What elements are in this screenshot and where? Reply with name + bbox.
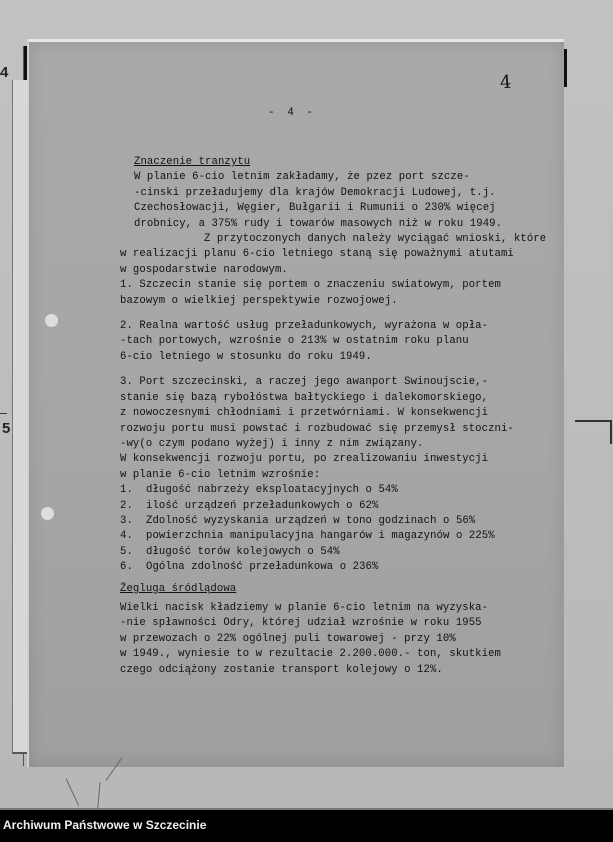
text-line: 2. Realna wartość usług przeładunkowych, wyrażona w opła- xyxy=(120,320,489,333)
text-line: W planie 6-cio letnim zakładamy, że pzez port szcze- xyxy=(134,171,470,184)
text-line: w gospodarstwie narodowym. xyxy=(120,263,288,276)
list-text: Ogólna zdolność przeładunkowa o 236% xyxy=(146,561,379,574)
list-item xyxy=(120,499,540,514)
list-text: Zdolność wyzyskania urządzeń w tono godzinach o 56% xyxy=(146,514,476,527)
punch-hole-bottom xyxy=(41,507,54,520)
list-number: 6. xyxy=(120,561,133,574)
list-number: 5. xyxy=(120,545,133,558)
paragraph-point-2 xyxy=(120,319,540,365)
text-line: 6-cio letniego w stosunku do roku 1949. xyxy=(120,350,372,363)
typed-page-number: - 4 - xyxy=(268,107,317,119)
list-item xyxy=(120,545,540,560)
text-line: Czechosłowacji, Węgier, Bułgarii i Rumunii o 230% więcej xyxy=(134,202,496,215)
margin-mark-middle: 5 xyxy=(2,420,11,437)
text-line: w realizacji planu 6-cio letniego staną się poważnymi atutami xyxy=(120,248,514,261)
text-line: w przewozach o 22% ogólnej puli towarowej - przy 10% xyxy=(120,632,456,645)
list-number: 2. xyxy=(120,499,133,512)
growth-list xyxy=(120,483,540,575)
text-line: W konsekwencji rozwoju portu, po zrealizowaniu inwestycji xyxy=(120,453,489,466)
paragraph-conclusions xyxy=(120,232,547,309)
margin-tick xyxy=(0,413,7,414)
paragraph-transit-intro xyxy=(120,170,540,232)
text-line: -cinski przeładujemy dla krajów Demokracji Ludowej, t.j. xyxy=(134,186,496,199)
archive-footer-bar xyxy=(0,808,613,842)
text-line: z nowoczesnymi chłodniami i przetwórniami. W konsekwencji xyxy=(120,407,489,420)
text-line: rozwoju portu musi powstać i rozbudować się przemysł stoczni- xyxy=(120,422,514,435)
text-line: -nie spławności Odry, której udział wzrośnie w roku 1955 xyxy=(120,617,482,630)
list-item xyxy=(120,560,540,575)
text-line: stanie się bazą rybołóstwa bałtyckiego i dalekomorskiego, xyxy=(120,391,489,404)
list-item xyxy=(120,529,540,544)
text-line: Z przytoczonych danych należy wyciągać wnioski, które xyxy=(204,233,547,246)
text-line: w 1949., wyniesie to w rezultacie 2.200.000.- ton, skutkiem xyxy=(120,648,501,661)
crop-corner-mark xyxy=(575,420,612,444)
text-line: -tach portowych, wzrośnie o 213% w ostatnim roku planu xyxy=(120,335,469,348)
margin-mark-top: 4 xyxy=(0,64,9,81)
list-text: ilość urządzeń przeładunkowych o 62% xyxy=(146,499,379,512)
list-number: 4. xyxy=(120,530,133,543)
text-line: 3. Port szczecinski, a raczej jego awanport Swinoujscie,- xyxy=(120,376,489,389)
list-text: długość nabrzeży eksploatacyjnych o 54% xyxy=(146,484,398,497)
paragraph-point-3 xyxy=(120,375,540,483)
paragraph-inland-navigation xyxy=(120,601,540,678)
list-text: powierzchnia manipulacyjna hangarów i magazynów o 225% xyxy=(146,530,495,543)
text-line: czego odciążony zostanie transport kolejowy o 12%. xyxy=(120,663,443,676)
text-line: bazowym o wielkiej perspektywie rozwojowej. xyxy=(120,294,398,307)
text-line: w planie 6-cio letnim wzrośnie: xyxy=(120,468,321,481)
text-line: Wielki nacisk kładziemy w planie 6-cio letnim na wyzyska- xyxy=(120,601,489,614)
punch-hole-top xyxy=(45,314,58,327)
list-number: 3. xyxy=(120,514,133,527)
list-item xyxy=(120,514,540,529)
handwritten-page-number: 4 xyxy=(499,71,513,94)
text-line: 1. Szczecin stanie się portem o znaczeniu swiatowym, portem xyxy=(120,279,501,292)
list-number: 1. xyxy=(120,484,133,497)
text-line: drobnicy, a 375% rudy i towarów masowych niż w roku 1949. xyxy=(134,217,503,230)
list-text: długość torów kolejowych o 54% xyxy=(146,545,340,558)
section-heading-transit: Znaczenie tranzytu xyxy=(134,156,251,168)
document-body xyxy=(120,155,547,678)
text-line: -wy(o czym podano wyżej) i inny z nim związany. xyxy=(120,437,424,450)
section-heading-inland-navigation: Żegluga śródlądowa xyxy=(120,582,237,595)
list-item xyxy=(120,483,540,498)
archive-name: Archiwum Państwowe w Szczecinie xyxy=(3,818,207,832)
